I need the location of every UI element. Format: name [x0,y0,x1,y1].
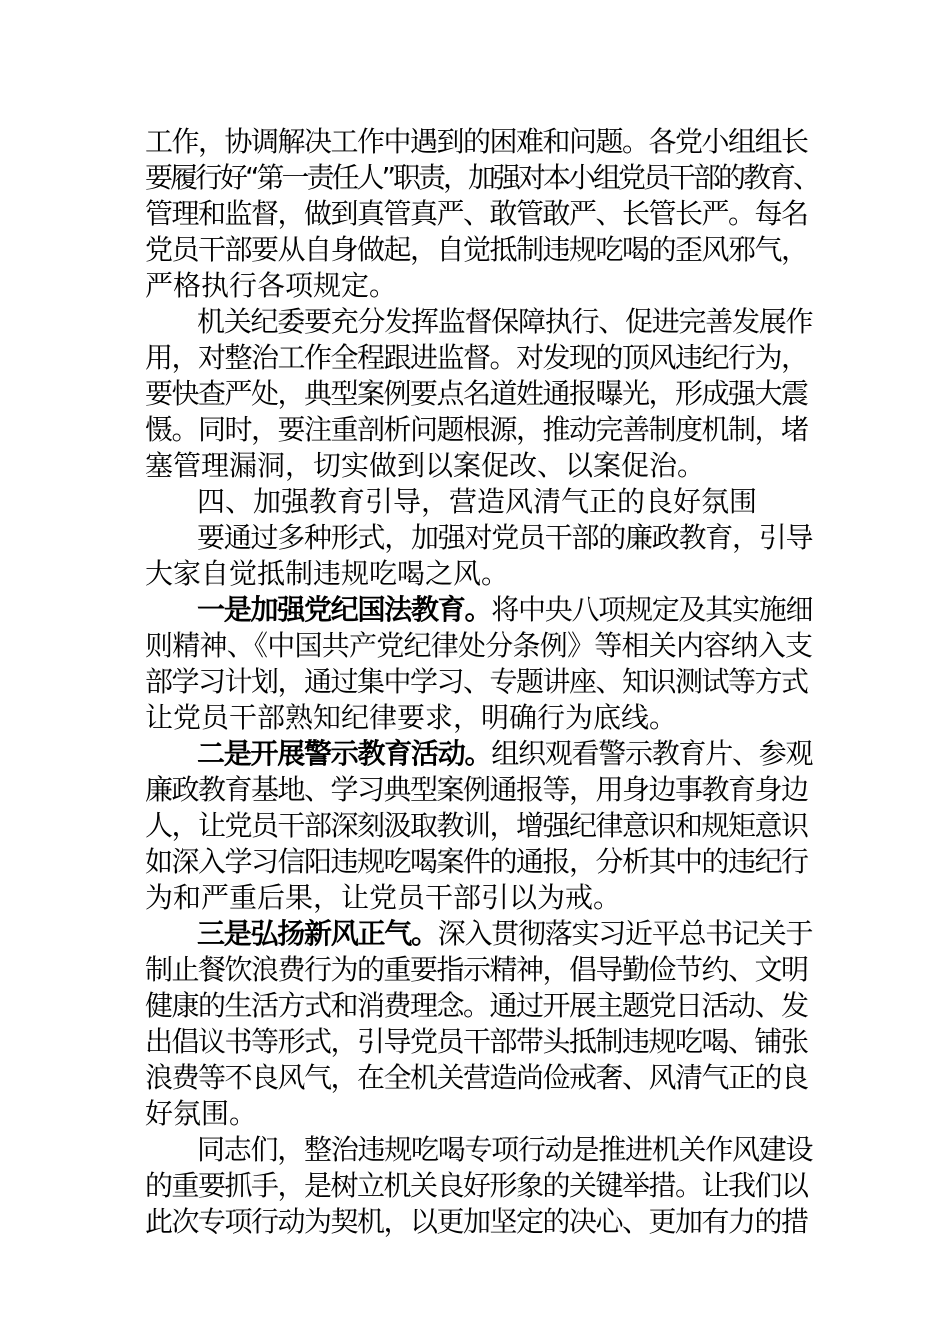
line-text: 如深入学习信阳违规吃喝案件的通报，分析其中的违纪行 [145,845,808,878]
text-line [145,268,813,304]
line-text: 出倡议书等形式，引导党员干部带头抵制违规吃喝、铺张 [145,1025,808,1058]
text-line [145,232,813,268]
line-text: 大家自觉抵制违规吃喝之风。 [145,557,510,590]
line-text: 四、加强教育引导，营造风清气正的良好氛围 [197,485,758,518]
line-text: 将中央八项规定及其实施细 [491,593,813,626]
line-text: 工作，协调解决工作中遇到的困难和问题。各党小组组长 [145,125,808,158]
bold-lead-phrase: 一是加强党纪国法教育。 [197,593,492,626]
text-line [145,1132,813,1168]
text-line [145,340,813,376]
text-line [145,772,813,808]
line-text: 此次专项行动为契机，以更加坚定的决心、更加有力的措 [145,1205,808,1238]
line-text: 廉政教育基地、学习典型案例通报等，用身边事教育身边 [145,773,808,806]
text-line [145,1024,813,1060]
text-line [145,412,813,448]
text-line [145,1168,813,1204]
text-line [145,556,813,592]
text-line [145,376,813,412]
line-text: 浪费等不良风气，在全机关营造尚俭戒奢、风清气正的良 [145,1061,808,1094]
line-text: 人，让党员干部深刻汲取教训，增强纪律意识和规矩意识 [145,809,808,842]
line-text: 党员干部要从自身做起，自觉抵制违规吃喝的歪风邪气， [145,233,808,266]
line-text: 让党员干部熟知纪律要求，明确行为底线。 [145,701,678,734]
text-line [145,160,819,196]
text-line [145,700,813,736]
text-line [145,304,813,340]
line-text: 深入贯彻落实习近平总书记关于 [437,917,813,950]
line-text: 健康的生活方式和消费理念。通过开展主题党日活动、发 [145,989,808,1022]
line-text: 慑。同时，要注重剖析问题根源，推动完善制度机制，堵 [145,413,808,446]
text-line [145,520,813,556]
text-line [145,952,813,988]
line-text: 塞管理漏洞，切实做到以案促改、以案促治。 [145,449,706,482]
line-text: 组织观看警示教育片、参观 [491,737,813,770]
line-text: 同志们，整治违规吃喝专项行动是推进机关作风建设 [197,1133,813,1166]
line-text: 则精神、《中国共产党纪律处分条例》等相关内容纳入支 [145,629,813,662]
bold-lead-phrase: 二是开展警示教育活动。 [197,737,492,770]
line-text: 制止餐饮浪费行为的重要指示精神，倡导勤俭节约、文明 [145,953,808,986]
text-line [145,880,813,916]
text-line [145,484,813,520]
text-line [145,592,813,628]
line-text: 为和严重后果，让党员干部引以为戒。 [145,881,622,914]
document-body [145,124,819,1240]
text-line [145,844,813,880]
text-line [145,628,813,664]
text-line [145,736,813,772]
line-text: 部学习计划，通过集中学习、专题讲座、知识测试等方式 [145,665,808,698]
line-text: 管理和监督，做到真管真严、敢管敢严、长管长严。每名 [145,197,808,230]
line-text: 要通过多种形式，加强对党员干部的廉政教育，引导 [197,521,813,554]
text-line [145,448,813,484]
line-text: 用，对整治工作全程跟进监督。对发现的顶风违纪行为， [145,341,808,374]
text-line [145,1204,813,1240]
line-text: 要快查严处，典型案例要点名道姓通报曝光，形成强大震 [145,377,808,410]
line-text: 的重要抓手，是树立机关良好形象的关键举措。让我们以 [145,1169,808,1202]
text-line [145,1060,813,1096]
text-line [145,988,813,1024]
line-text: 机关纪委要充分发挥监督保障执行、促进完善发展作 [197,305,813,338]
line-text: 好氛围。 [145,1097,258,1130]
text-line [145,808,813,844]
text-line [145,196,813,232]
line-text: 严格执行各项规定。 [145,269,398,302]
line-text: 要履行好“第一责任人”职责，加强对本小组党员干部的教育、 [145,161,819,194]
text-line [145,124,813,160]
text-line [145,916,813,952]
text-line [145,1096,813,1132]
text-line [145,664,813,700]
bold-lead-phrase: 三是弘扬新风正气。 [197,917,438,950]
